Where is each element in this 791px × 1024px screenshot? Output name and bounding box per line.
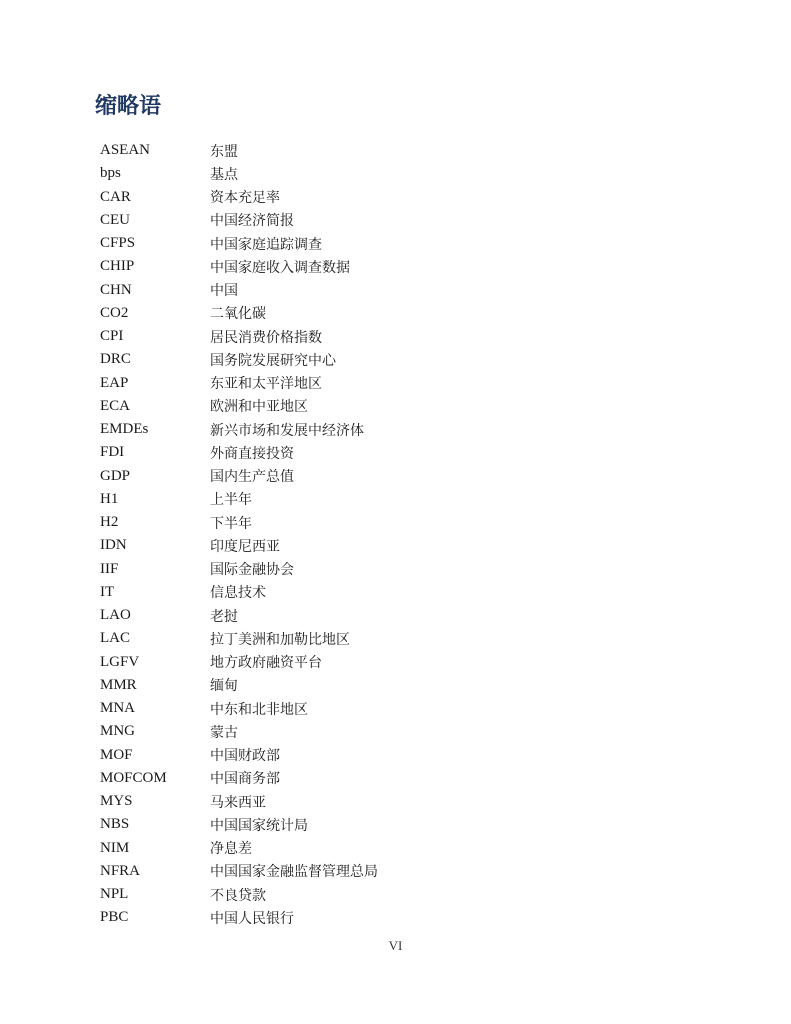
abbreviation-definition: 中东和北非地区 [210, 701, 308, 718]
abbreviation-definition: 中国人民银行 [210, 910, 294, 927]
abbreviation-term: ECA [100, 397, 130, 414]
abbreviation-definition: 居民消费价格指数 [210, 329, 322, 346]
abbreviation-term: NPL [100, 886, 129, 903]
abbreviation-definition: 中国家庭收入调查数据 [210, 259, 350, 276]
abbreviation-definition: 净息差 [210, 841, 252, 858]
abbreviation-definition: 不良贷款 [210, 887, 266, 904]
abbreviation-definition: 国内生产总值 [210, 469, 294, 486]
abbreviation-definition: 新兴市场和发展中经济体 [210, 422, 364, 439]
abbreviation-term: CO2 [100, 304, 129, 321]
abbreviation-term: CHN [100, 281, 132, 298]
abbreviation-term: CAR [100, 188, 131, 205]
abbreviation-term: PBC [100, 909, 129, 926]
abbreviation-definition: 蒙古 [210, 724, 238, 741]
abbreviation-term: MNA [100, 700, 136, 717]
abbreviation-term: MYS [100, 793, 133, 810]
abbreviation-row [100, 441, 520, 464]
abbreviation-definition: 东盟 [210, 143, 238, 160]
abbreviation-term: LAC [100, 630, 130, 647]
abbreviation-row [100, 906, 520, 929]
abbreviation-row [100, 372, 520, 395]
abbreviation-term: IIF [100, 560, 119, 577]
abbreviation-term: H1 [100, 490, 119, 507]
abbreviation-definition: 欧洲和中亚地区 [210, 399, 308, 416]
abbreviation-definition: 马来西亚 [210, 794, 266, 811]
abbreviation-term: LGFV [100, 653, 140, 670]
abbreviation-row [100, 488, 520, 511]
abbreviation-definition: 地方政府融资平台 [210, 655, 322, 672]
abbreviation-row [100, 744, 520, 767]
abbreviation-term: EAP [100, 374, 129, 391]
abbreviation-row [100, 139, 520, 162]
abbreviation-definition: 中国商务部 [210, 771, 280, 788]
abbreviation-term: GDP [100, 467, 131, 484]
abbreviation-row [100, 162, 520, 185]
abbreviation-term: DRC [100, 351, 131, 368]
abbreviation-term: EMDEs [100, 421, 149, 438]
abbreviation-definition: 外商直接投资 [210, 445, 294, 462]
abbreviation-row [100, 720, 520, 743]
abbreviation-term: IT [100, 583, 115, 600]
abbreviation-term: FDI [100, 444, 125, 461]
abbreviation-term: MOF [100, 746, 133, 763]
abbreviation-row [100, 604, 520, 627]
abbreviation-term: MNG [100, 723, 136, 740]
abbreviation-definition: 老挝 [210, 608, 238, 625]
abbreviation-term: CPI [100, 328, 124, 345]
abbreviation-row [100, 395, 520, 418]
page-number: VI [388, 938, 403, 953]
abbreviation-definition: 中国财政部 [210, 748, 280, 765]
abbreviation-definition: 资本充足率 [210, 190, 280, 207]
abbreviation-term: MMR [100, 676, 137, 693]
abbreviation-row [100, 511, 520, 534]
abbreviation-definition: 上半年 [210, 492, 252, 509]
abbreviation-row [100, 209, 520, 232]
abbreviation-definition: 印度尼西亚 [210, 538, 280, 555]
abbreviation-term: CEU [100, 211, 130, 228]
abbreviation-row [100, 534, 520, 557]
abbreviation-definition: 缅甸 [210, 678, 238, 695]
abbreviation-term: CFPS [100, 235, 136, 252]
abbreviation-row [100, 186, 520, 209]
abbreviation-list [100, 139, 520, 930]
abbreviation-definition: 中国国家统计局 [210, 817, 308, 834]
abbreviation-definition: 国务院发展研究中心 [210, 352, 336, 369]
abbreviation-term: bps [100, 165, 121, 182]
abbreviation-row [100, 302, 520, 325]
abbreviation-row [100, 255, 520, 278]
abbreviation-row [100, 837, 520, 860]
abbreviation-row [100, 325, 520, 348]
abbreviation-row [100, 767, 520, 790]
abbreviation-definition: 中国 [210, 283, 238, 300]
abbreviation-term: NBS [100, 816, 130, 833]
abbreviation-definition: 二氧化碳 [210, 306, 266, 323]
abbreviation-row [100, 883, 520, 906]
abbreviation-definition: 中国家庭追踪调查 [210, 236, 322, 253]
abbreviation-row [100, 581, 520, 604]
abbreviation-definition: 东亚和太平洋地区 [210, 376, 322, 393]
abbreviation-term: LAO [100, 607, 131, 624]
abbreviation-term: NIM [100, 839, 130, 856]
abbreviation-row [100, 279, 520, 302]
abbreviation-term: CHIP [100, 258, 135, 275]
abbreviation-term: ASEAN [100, 142, 151, 159]
abbreviation-definition: 拉丁美洲和加勒比地区 [210, 631, 350, 648]
abbreviation-definition: 中国国家金融监督管理总局 [210, 864, 378, 881]
page-title: 缩略语 [95, 94, 162, 119]
abbreviation-term: NFRA [100, 862, 141, 879]
abbreviation-row [100, 860, 520, 883]
abbreviation-row [100, 465, 520, 488]
abbreviation-row [100, 627, 520, 650]
abbreviation-term: IDN [100, 537, 127, 554]
abbreviation-row [100, 348, 520, 371]
abbreviation-row [100, 790, 520, 813]
abbreviation-definition: 国际金融协会 [210, 562, 294, 579]
abbreviation-term: MOFCOM [100, 769, 167, 786]
abbreviation-row [100, 674, 520, 697]
abbreviation-row [100, 232, 520, 255]
abbreviation-term: H2 [100, 514, 119, 531]
abbreviation-row [100, 418, 520, 441]
abbreviation-definition: 基点 [210, 166, 238, 183]
abbreviation-definition: 信息技术 [210, 585, 266, 602]
abbreviation-row [100, 558, 520, 581]
abbreviation-row [100, 697, 520, 720]
abbreviation-row [100, 651, 520, 674]
abbreviation-definition: 中国经济简报 [210, 213, 294, 230]
abbreviation-definition: 下半年 [210, 515, 252, 532]
abbreviation-row [100, 813, 520, 836]
